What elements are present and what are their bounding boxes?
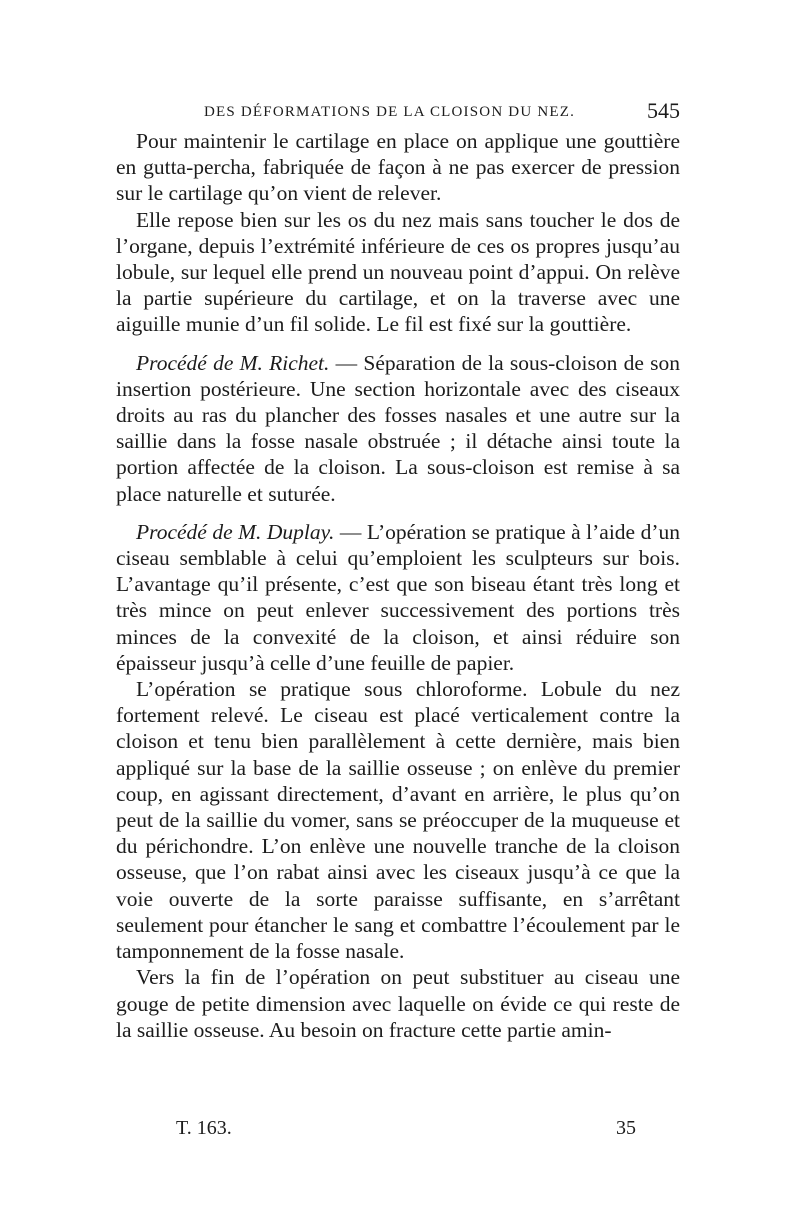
procede-heading: Procédé de M. Richet. [136, 350, 330, 375]
procede-heading: Procédé de M. Duplay. [136, 519, 335, 544]
paragraph-text: Vers la fin de l’opération on peut substituer au ciseau une gouge de petite dimension avec laquelle on évide ce qui reste de la saillie osseuse. Au besoin on fracture cette partie amin- [116, 965, 680, 1042]
paragraph [116, 676, 680, 964]
paragraph-procede-richet [116, 350, 680, 507]
paragraph-text: L’opération se pratique sous chloroforme. Lobule du nez fortement relevé. Le ciseau est placé verticalement contre la cloison et tenu bien parallèlement à cette dernière, mais bien appliqué sur la base de la saillie osseuse ; on enlève du premier coup, en agissant directement, d’avant en arrière, le plus qu’on peut de la saillie du vomer, sans se préoccuper de la muqueuse et du périchondre. L’on enlève une nouvelle tranche de la cloison osseuse, que l’on rabat ainsi avec les ciseaux jusqu’à ce que la voie ouverte de la sorte paraisse suffisante, en s’arrêtant seulement pour étancher le sang et combattre l’écoulement par le tamponnement de la fosse nasale. [116, 677, 680, 964]
signature-mark: T. 163. [176, 1117, 232, 1139]
page-number: 545 [647, 98, 680, 123]
signature-number: 35 [616, 1117, 636, 1139]
page-footer [116, 1117, 680, 1145]
paragraph-procede-duplay [116, 519, 680, 676]
paragraph-text: Pour maintenir le cartilage en place on applique une gouttière en gutta-percha, fabriquée de façon à ne pas exercer de pression sur le cartilage qu’on vient de relever. [116, 129, 680, 206]
paragraph-text: — L’opération se pratique à l’aide d’un ciseau semblable à celui qu’emploient les sculpteurs sur bois. L’avantage qu’il présente, c’est que son biseau étant très long et très mince on peut enlever successivement des portions très minces de la convexité de la cloison, et ainsi réduire son épaisseur jusqu’à celle d’une feuille de papier. [116, 519, 680, 675]
paragraph [116, 207, 680, 338]
running-title: DES DÉFORMATIONS DE LA CLOISON DU NEZ. [204, 104, 576, 120]
paragraph [116, 128, 680, 207]
paragraph-text: — Séparation de la sous-cloison de son insertion postérieure. Une section horizontale avec des ciseaux droits au ras du plancher des fosses nasales et une autre sur la saillie dans la fosse nasale obstruée ; il détache ainsi toute la portion affectée de la cloison. La sous-cloison est remise à sa place naturelle et suturée. [116, 350, 680, 506]
page-body [116, 128, 680, 1043]
page-header [116, 98, 680, 128]
paragraph [116, 964, 680, 1043]
paragraph-text: Elle repose bien sur les os du nez mais sans toucher le dos de l’organe, depuis l’extrémité inférieure de ces os propres jusqu’au lobule, sur lequel elle prend un nouveau point d’appui. On relève la partie supérieure du cartilage, et on la traverse avec une aiguille munie d’un fil solide. Le fil est fixé sur la gouttière. [116, 207, 680, 337]
